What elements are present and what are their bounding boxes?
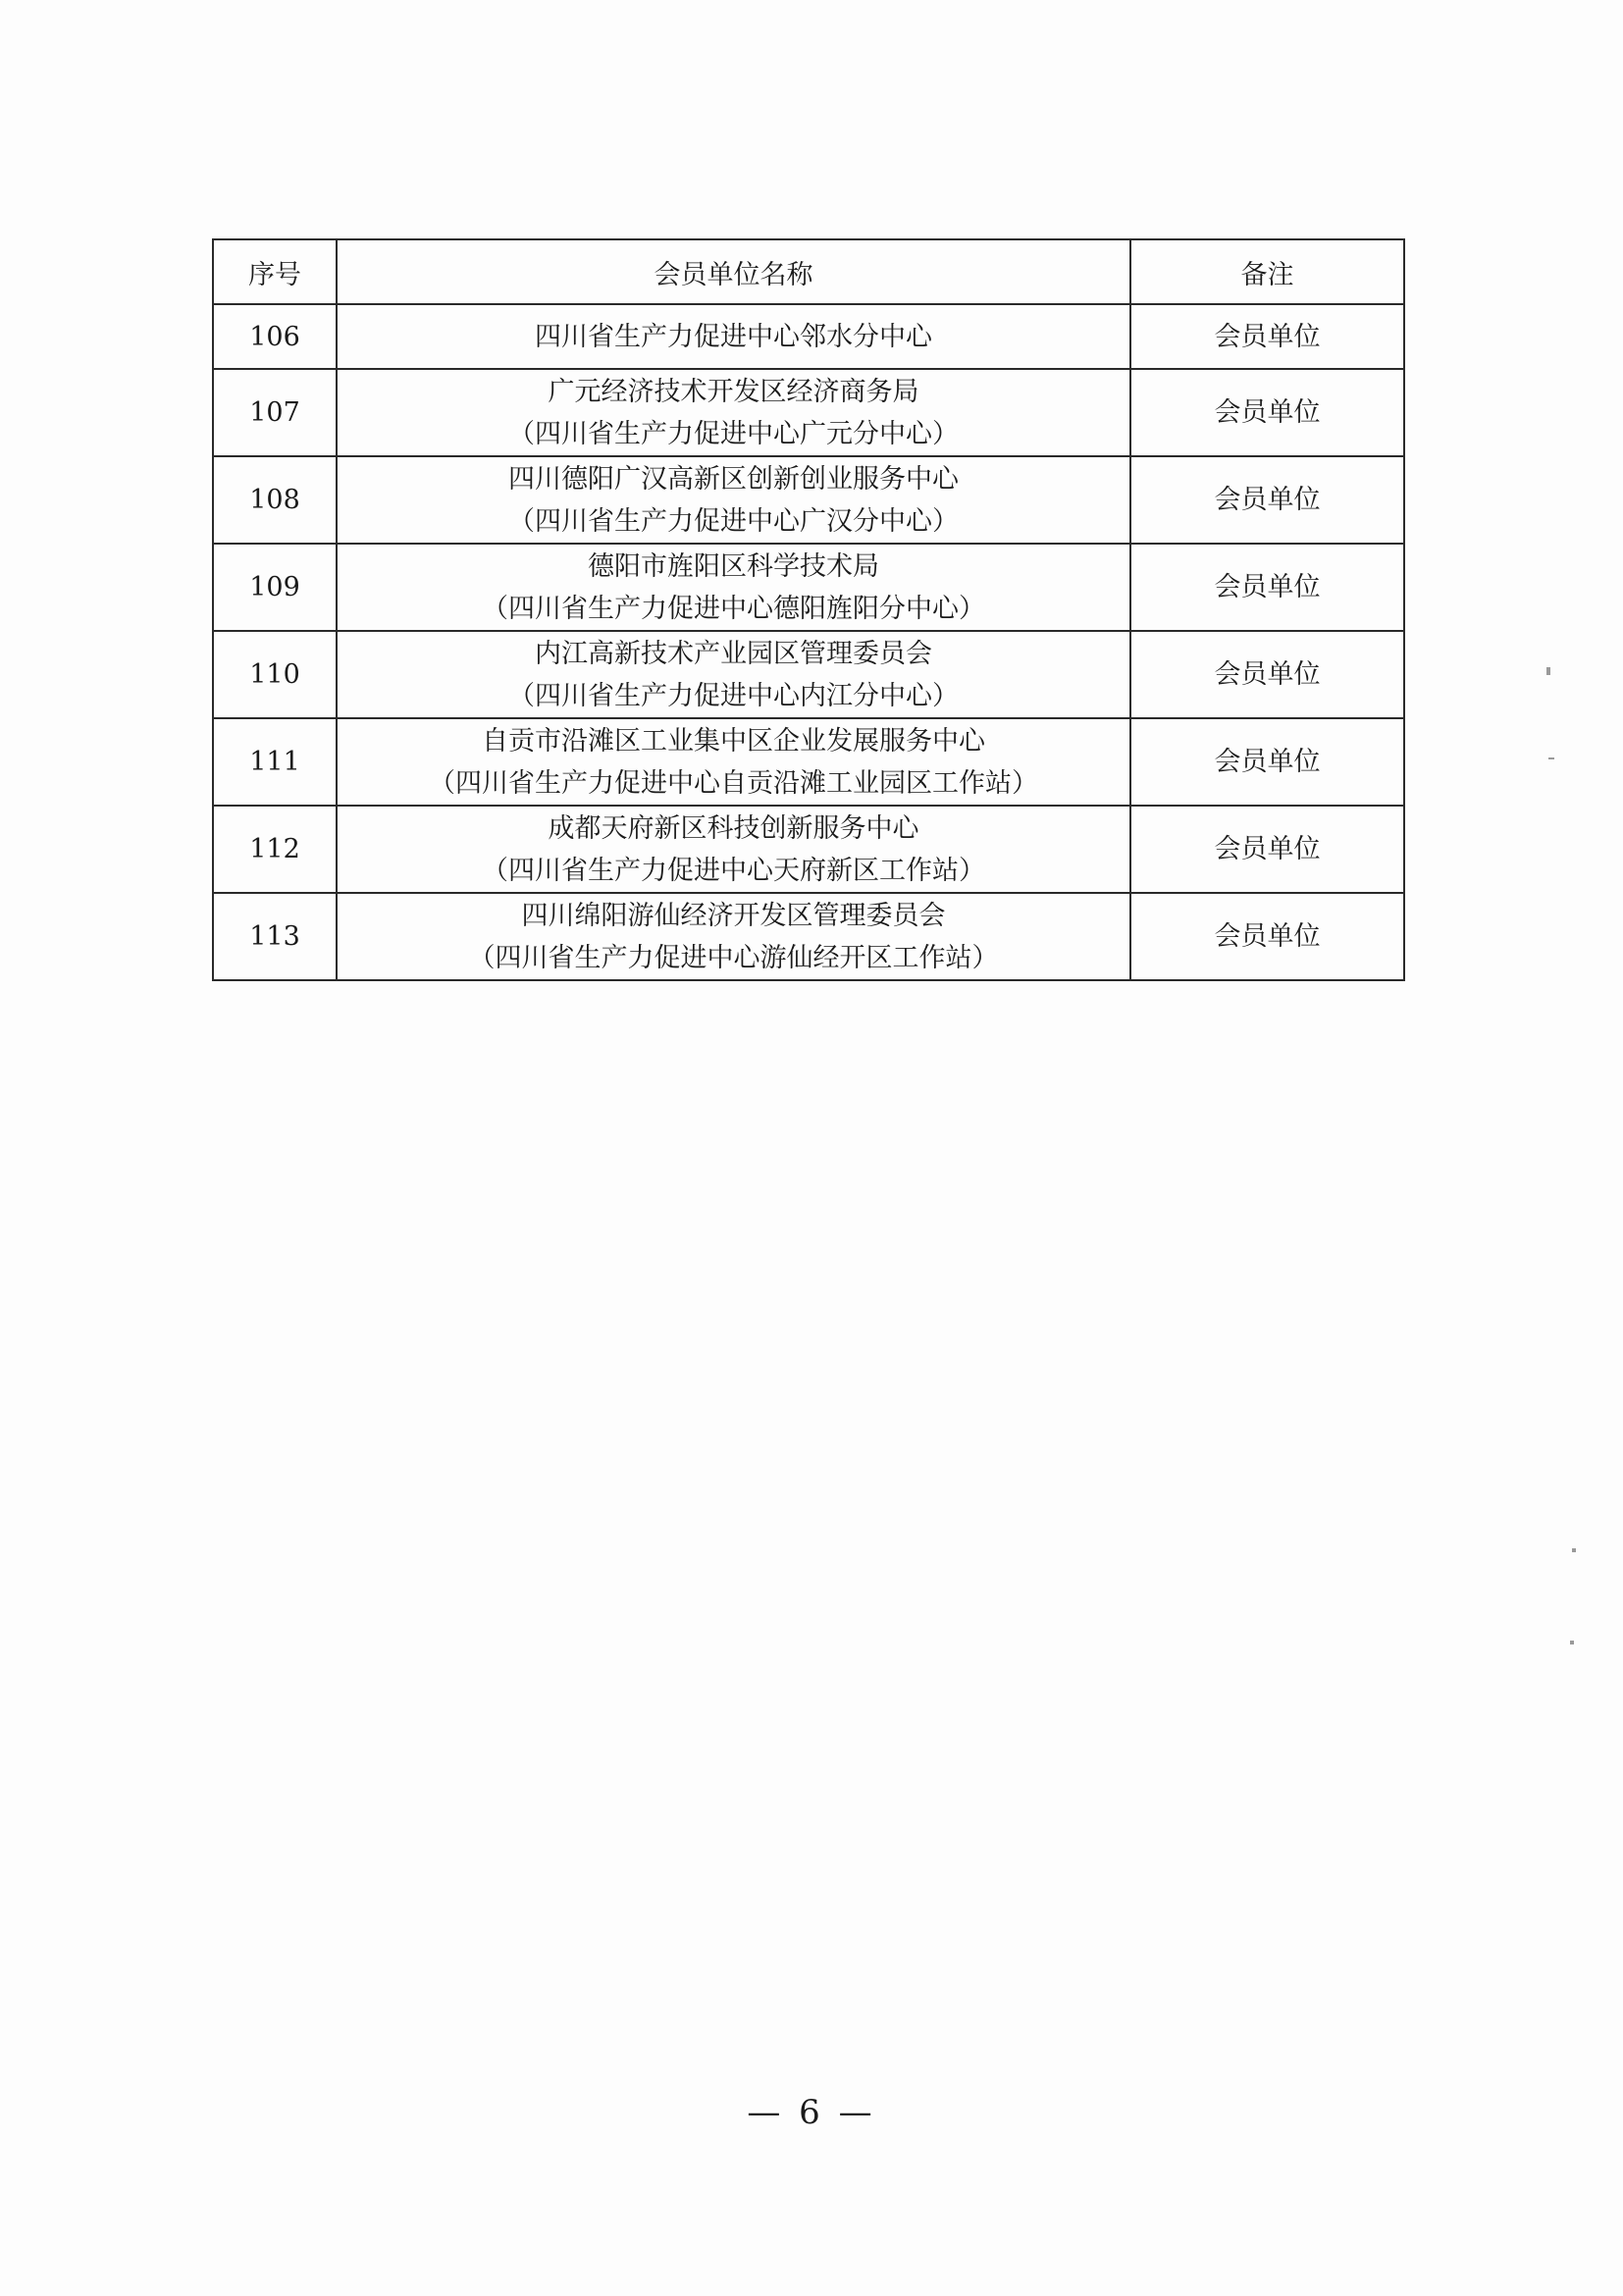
table-row [213, 718, 1404, 806]
header-member-name: 会员单位名称 [337, 239, 1130, 304]
cell-member-name [337, 369, 1130, 456]
table-row [213, 544, 1404, 631]
member-name-line: 四川省生产力促进中心邻水分中心 [535, 321, 932, 352]
member-units-table [212, 238, 1405, 981]
table-row [213, 806, 1404, 893]
cell-member-name [337, 893, 1130, 980]
header-seq: 序号 [213, 239, 337, 304]
cell-seq: 111 [213, 718, 337, 806]
member-name-line: 自贡市沿滩区工业集中区企业发展服务中心 [482, 725, 985, 757]
cell-seq: 107 [213, 369, 337, 456]
cell-member-name [337, 456, 1130, 544]
cell-note: 会员单位 [1130, 456, 1404, 544]
scan-speck [1570, 1641, 1574, 1644]
cell-note: 会员单位 [1130, 893, 1404, 980]
page-number: — 6 — [747, 2093, 876, 2132]
cell-seq: 112 [213, 806, 337, 893]
member-name-subline: （四川省生产力促进中心广汉分中心） [508, 505, 959, 537]
table-row [213, 893, 1404, 980]
table-header-row [213, 239, 1404, 304]
member-name-subline: （四川省生产力促进中心天府新区工作站） [482, 855, 985, 886]
cell-member-name [337, 544, 1130, 631]
cell-note: 会员单位 [1130, 304, 1404, 369]
member-name-line: 成都天府新区科技创新服务中心 [548, 812, 919, 844]
cell-seq: 106 [213, 304, 337, 369]
scan-speck [1548, 757, 1554, 759]
table-row [213, 304, 1404, 369]
table-row [213, 456, 1404, 544]
cell-member-name [337, 304, 1130, 369]
cell-seq: 113 [213, 893, 337, 980]
cell-member-name [337, 806, 1130, 893]
member-name-subline: （四川省生产力促进中心内江分中心） [508, 680, 959, 711]
member-name-subline: （四川省生产力促进中心广元分中心） [508, 418, 959, 449]
member-name-subline: （四川省生产力促进中心自贡沿滩工业园区工作站） [429, 767, 1038, 799]
cell-note: 会员单位 [1130, 369, 1404, 456]
member-name-line: 广元经济技术开发区经济商务局 [548, 376, 919, 407]
scan-speck [1546, 667, 1550, 675]
cell-member-name [337, 718, 1130, 806]
member-name-line: 四川德阳广汉高新区创新创业服务中心 [508, 463, 959, 495]
scan-speck [1572, 1548, 1576, 1552]
header-note: 备注 [1130, 239, 1404, 304]
member-name-line: 内江高新技术产业园区管理委员会 [535, 638, 932, 669]
cell-member-name [337, 631, 1130, 718]
member-name-line: 德阳市旌阳区科学技术局 [588, 550, 879, 582]
member-name-subline: （四川省生产力促进中心游仙经开区工作站） [468, 942, 999, 973]
member-name-line: 四川绵阳游仙经济开发区管理委员会 [521, 900, 946, 931]
table-row [213, 631, 1404, 718]
cell-note: 会员单位 [1130, 718, 1404, 806]
cell-note: 会员单位 [1130, 544, 1404, 631]
cell-seq: 109 [213, 544, 337, 631]
cell-note: 会员单位 [1130, 806, 1404, 893]
table-row [213, 369, 1404, 456]
member-name-subline: （四川省生产力促进中心德阳旌阳分中心） [482, 593, 985, 624]
cell-seq: 108 [213, 456, 337, 544]
cell-seq: 110 [213, 631, 337, 718]
cell-note: 会员单位 [1130, 631, 1404, 718]
